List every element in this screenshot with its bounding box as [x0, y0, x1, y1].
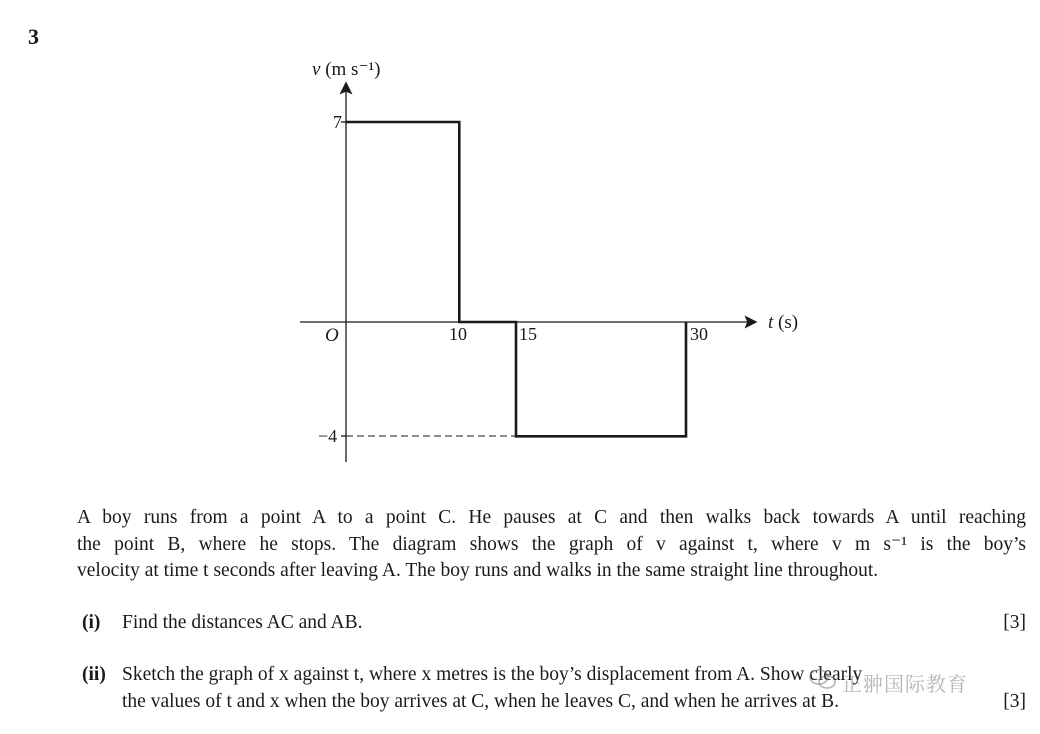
x-tick-label-10: 10 — [449, 324, 467, 344]
passage-line-1: A boy runs from a point A to a point C. He pauses at C and then walks back towards A until reaching — [77, 507, 1026, 528]
question-number: 3 — [28, 24, 39, 49]
x-tick-label-30: 30 — [690, 324, 708, 344]
question-passage — [77, 505, 1026, 585]
part-ii-marks: [3] — [1003, 691, 1026, 712]
passage-line-3: velocity at time t seconds after leaving A. The boy runs and walks in the same straight line throughout. — [77, 560, 879, 581]
y-tick-label-neg4: −4 — [318, 426, 338, 446]
part-ii-label: (ii) — [82, 664, 106, 685]
velocity-series-line — [346, 122, 686, 436]
part-ii-line-2: the values of t and x when the boy arrives at C, when he leaves C, and when he arrives at B. — [122, 690, 839, 712]
y-tick-label-7: 7 — [333, 112, 342, 132]
origin-label: O — [325, 325, 339, 346]
x-axis-label: t (s) — [768, 312, 799, 333]
wechat-icon — [808, 667, 838, 691]
part-i-marks: [3] — [1003, 612, 1026, 633]
part-i-text: Find the distances AC and AB. — [122, 612, 363, 633]
part-i-label: (i) — [82, 612, 101, 633]
passage-line-2: the point B, where he stops. The diagram shows the graph of v against t, where v m s⁻¹ is the boy’s — [77, 533, 1026, 555]
part-ii-line-1: Sketch the graph of x against t, where x metres is the boy’s displacement from A. Show clearly — [122, 664, 863, 685]
watermark: 正翀国际教育 — [842, 672, 968, 696]
part-i — [82, 610, 1026, 637]
x-tick-label-15: 15 — [519, 324, 537, 344]
y-axis-label: v (m s⁻¹) — [312, 59, 381, 80]
